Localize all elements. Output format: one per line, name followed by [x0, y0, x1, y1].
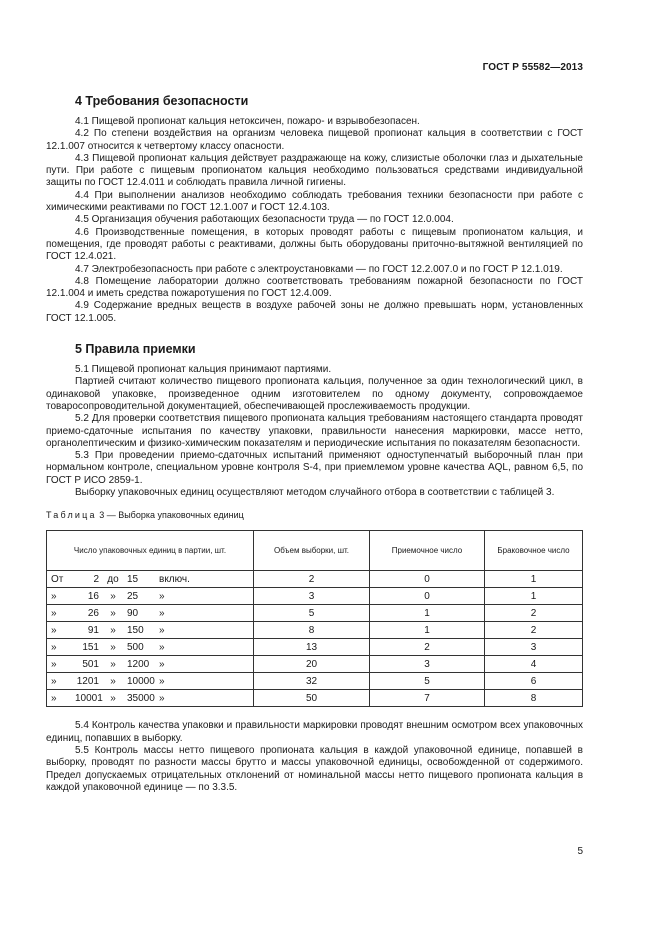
range-suffix: »	[159, 590, 165, 602]
cell-reject-number: 4	[485, 656, 583, 673]
range-prefix: »	[51, 624, 57, 636]
range-prefix: »	[51, 692, 57, 704]
range-suffix: включ.	[159, 573, 190, 585]
range-from: 91	[87, 624, 99, 636]
range-to-word: »	[110, 692, 116, 704]
paragraph-4-4: 4.4 При выполнении анализов необходимо соблюдать требования техники безопасности при работе с химическими реактивами по ГОСТ 12.1.007 и ГОСТ 12.4.103.	[46, 189, 583, 214]
cell-reject-number: 6	[485, 673, 583, 690]
range-prefix: От	[51, 573, 64, 585]
table-body	[47, 571, 583, 707]
range-to: 25	[127, 590, 139, 602]
table-row	[47, 571, 583, 588]
paragraph-4-3: 4.3 Пищевой пропионат кальция действует раздражающе на кожу, слизистые оболочки глаз и дыхательные пути. При работе с пищевым пропионатом кальция необходимо пользоваться средствами индивидуальной защиты по ГОСТ 12.4.011 и соблюдать правила личной гигиены.	[46, 152, 583, 189]
range-from: 2	[93, 573, 99, 585]
paragraph-4-2: 4.2 По степени воздействия на организм человека пищевой пропионат кальция в соответствии с ГОСТ 12.1.007 относится к четвертому классу опасности.	[46, 128, 583, 152]
cell-sample-size: 2	[254, 571, 370, 588]
header-accept-number: Приемочное число	[370, 531, 485, 571]
cell-reject-number: 3	[485, 639, 583, 656]
paragraph-5-2: 5.2 Для проверки соответствия пищевого пропионата кальция требованиям настоящего стандарта проводят приемо-сдаточные испытания по качеству упаковки, правильности нанесения маркировки, массе нетто, органолептическим и физико-химическим показателям и периодические испытания по показателям безопасности.	[46, 413, 583, 449]
cell-reject-number: 8	[485, 690, 583, 707]
range-suffix: »	[159, 692, 165, 704]
cell-accept-number: 7	[370, 690, 485, 707]
range-to-word: »	[110, 607, 116, 619]
range-suffix: »	[159, 607, 165, 619]
range-to-word: »	[110, 658, 116, 670]
cell-sample-size: 20	[254, 656, 370, 673]
range-suffix: »	[159, 658, 165, 670]
cell-accept-number: 0	[370, 588, 485, 605]
cell-lot-range	[47, 588, 254, 605]
cell-reject-number: 2	[485, 622, 583, 639]
range-prefix: »	[51, 675, 57, 687]
range-prefix: »	[51, 590, 57, 602]
table-header-row	[47, 531, 583, 571]
table-row	[47, 656, 583, 673]
range-from: 26	[87, 607, 99, 619]
range-prefix: »	[51, 607, 57, 619]
range-to-word: »	[110, 641, 116, 653]
paragraph-4-8: 4.8 Помещение лаборатории должно соответствовать требованиям пожарной безопасности по ГОСТ 12.1.004 и иметь средства пожаротушения по ГОСТ 12.4.009.	[46, 275, 583, 300]
cell-lot-range	[47, 622, 254, 639]
table-row	[47, 622, 583, 639]
cell-accept-number: 1	[370, 605, 485, 622]
cell-lot-range	[47, 605, 254, 622]
cell-lot-range	[47, 673, 254, 690]
range-to: 1200	[127, 658, 150, 670]
paragraph-4-5: 4.5 Организация обучения работающих безопасности труда — по ГОСТ 12.0.004.	[75, 214, 454, 226]
cell-sample-size: 50	[254, 690, 370, 707]
table-caption	[46, 510, 583, 520]
page-number: 5	[577, 846, 583, 857]
range-prefix: »	[51, 641, 57, 653]
range-suffix: »	[159, 641, 165, 653]
paragraph-5-3-sampling: Выборку упаковочных единиц осуществляют методом случайного отбора в соответствии с таблицей 3.	[75, 487, 555, 499]
section-4-title: 4 Требования безопасности	[75, 94, 249, 108]
range-to-word: »	[110, 675, 116, 687]
cell-sample-size: 13	[254, 639, 370, 656]
cell-sample-size: 5	[254, 605, 370, 622]
table-caption-text: 3 — Выборка упаковочных единиц	[96, 510, 244, 521]
paragraph-5-1-lot: Партией считают количество пищевого пропионата кальция, полученное за один технологический цикл, в одинаковой упаковке, произведенное одним изготовителем по одному документу, сопровождаемое товаросопроводительной документацией, обеспечивающей прослеживаемость продукции.	[46, 376, 583, 412]
section-5-title: 5 Правила приемки	[75, 342, 196, 357]
range-suffix: »	[159, 675, 165, 687]
paragraph-5-3: 5.3 При проведении приемо-сдаточных испытаний применяют одноступенчатый выборочный план при нормальном контроле, специальном уровне контроля S-4, при приемлемом уровне качества AQL, равном 6,5, по ГОСТ Р ИСО 2859-1.	[46, 450, 583, 486]
range-to: 35000	[127, 692, 155, 704]
table-row	[47, 639, 583, 656]
header-sample-size: Объем выборки, шт.	[254, 531, 370, 571]
sample-table	[46, 530, 583, 707]
table-row	[47, 605, 583, 622]
range-from: 151	[82, 641, 99, 653]
cell-reject-number: 1	[485, 571, 583, 588]
paragraph-4-9: 4.9 Содержание вредных веществ в воздухе рабочей зоны не должно превышать норм, установленных ГОСТ 12.1.005.	[46, 300, 583, 324]
paragraph-4-7: 4.7 Электробезопасность при работе с электроустановками — по ГОСТ 12.2.007.0 и по ГОСТ Р 12.1.019.	[75, 263, 563, 275]
cell-reject-number: 2	[485, 605, 583, 622]
cell-lot-range	[47, 639, 254, 656]
range-from: 1201	[76, 675, 99, 687]
cell-sample-size: 8	[254, 622, 370, 639]
cell-lot-range	[47, 571, 254, 588]
header-reject-number: Браковочное число	[485, 531, 583, 571]
paragraph-5-4: 5.4 Контроль качества упаковки и правильности маркировки проводят внешним осмотром всех упаковочных единиц, попавших в выборку.	[46, 720, 583, 744]
cell-accept-number: 3	[370, 656, 485, 673]
range-from: 10001	[75, 692, 103, 704]
paragraph-5-5: 5.5 Контроль массы нетто пищевого пропионата кальция в каждой упаковочной единице, попавшей в выборку, проводят по разности массы брутто и массы упаковочной единицы, освобожденной от содержимого. Предел допускаемых отрицательных отклонений от номинальной массы нетто пищевого пропионата кальция в каждой упаковочной единице — по 3.3.5.	[46, 744, 583, 793]
range-prefix: »	[51, 658, 57, 670]
paragraph-5-1: 5.1 Пищевой пропионат кальция принимают партиями.	[75, 364, 332, 376]
range-to: 150	[127, 624, 144, 636]
range-from: 501	[82, 658, 99, 670]
range-to-word: »	[110, 624, 116, 636]
range-to-word: »	[110, 590, 116, 602]
range-from: 16	[87, 590, 99, 602]
cell-lot-range	[47, 690, 254, 707]
range-to-word: до	[107, 573, 119, 585]
range-to: 500	[127, 641, 144, 653]
page-content	[46, 94, 583, 794]
document-code: ГОСТ Р 55582—2013	[482, 62, 583, 73]
table-row	[47, 673, 583, 690]
cell-accept-number: 2	[370, 639, 485, 656]
range-to: 10000	[127, 675, 155, 687]
cell-sample-size: 3	[254, 588, 370, 605]
header-lot-size: Число упаковочных единиц в партии, шт.	[47, 531, 254, 571]
cell-sample-size: 32	[254, 673, 370, 690]
cell-reject-number: 1	[485, 588, 583, 605]
table-caption-word: Таблица	[46, 510, 97, 521]
paragraph-4-6: 4.6 Производственные помещения, в которых проводят работы с пищевым пропионатом кальция, и помещения, где проводят работы с реактивами, должны быть оборудованы приточно-вытяжной вентиляцией по ГОСТ 12.4.021.	[46, 226, 583, 263]
cell-accept-number: 5	[370, 673, 485, 690]
table-row	[47, 690, 583, 707]
table-row	[47, 588, 583, 605]
range-suffix: »	[159, 624, 165, 636]
range-to: 90	[127, 607, 139, 619]
cell-lot-range	[47, 656, 254, 673]
cell-accept-number: 0	[370, 571, 485, 588]
range-to: 15	[127, 573, 139, 585]
cell-accept-number: 1	[370, 622, 485, 639]
paragraph-4-1: 4.1 Пищевой пропионат кальция нетоксичен, пожаро- и взрывобезопасен.	[75, 116, 420, 127]
